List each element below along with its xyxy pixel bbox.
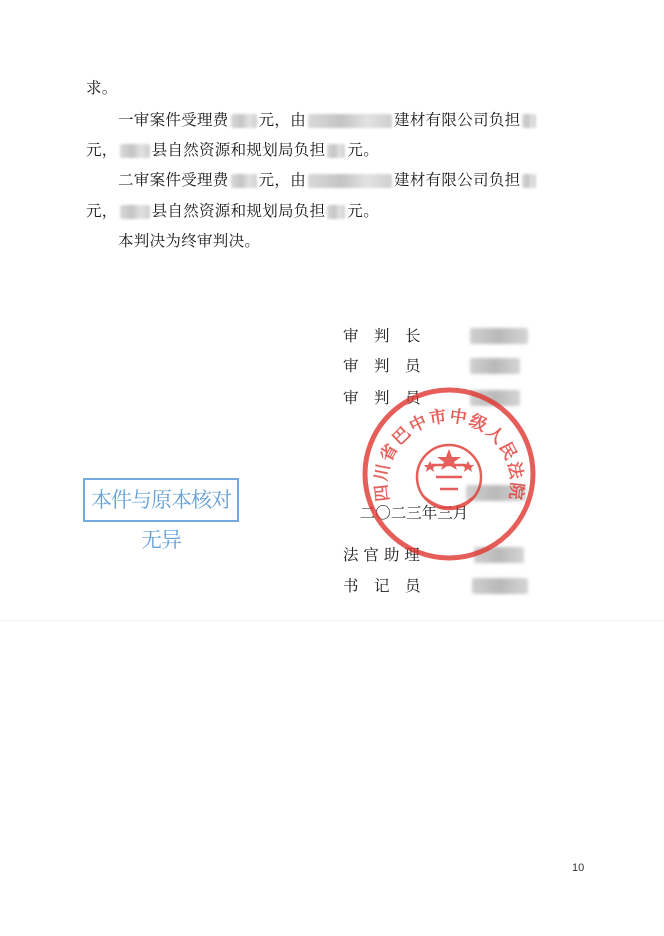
- body-line-2: [118, 110, 538, 130]
- assistant-label: 法 官 助 理: [343, 546, 420, 564]
- copy-certification-stamp: 本件与原本核对无异: [83, 478, 239, 522]
- redacted-amount: [231, 174, 257, 188]
- redacted-amount: [522, 114, 536, 128]
- text-segment: 元，: [86, 202, 118, 220]
- redacted-county: [120, 205, 150, 219]
- redacted-name: [470, 358, 520, 374]
- text-segment: 元，: [86, 141, 118, 159]
- text-segment: 建材有限公司负担: [394, 111, 521, 129]
- redacted-company: [308, 114, 392, 128]
- text-segment: 本判决为终审判决。: [118, 232, 261, 250]
- text-segment: 元，由: [258, 171, 307, 189]
- text-segment: 建材有限公司负担: [394, 171, 521, 189]
- redacted-amount: [522, 174, 536, 188]
- body-line-5: [86, 201, 379, 221]
- redacted-county: [120, 144, 150, 158]
- text-segment: 元，由: [258, 111, 307, 129]
- svg-text:四川省巴中市中级人民法院: 四川省巴中市中级人民法院: [371, 406, 527, 503]
- text-segment: 县自然资源和规划局负担: [151, 141, 326, 159]
- chief-judge-label: 审 判 长: [343, 327, 421, 345]
- court-seal: [360, 385, 538, 563]
- clerk-label: 书 记 员: [343, 577, 421, 595]
- judge-label-2: 审 判 员: [343, 389, 421, 407]
- text-segment: 元。: [347, 141, 380, 159]
- text-segment: 求。: [86, 79, 118, 97]
- text-segment: 一审案件受理费: [118, 111, 229, 129]
- redacted-name: [470, 328, 528, 344]
- page-number: 10: [572, 862, 585, 874]
- text-segment: 县自然资源和规划局负担: [151, 202, 326, 220]
- body-line-6: [118, 231, 260, 251]
- judge-label-1: 审 判 员: [343, 357, 421, 375]
- date-text: 二〇二三年三月: [359, 504, 469, 522]
- redacted-company: [308, 174, 392, 188]
- redacted-name: [472, 578, 528, 594]
- scan-artifact-line: [0, 620, 664, 621]
- text-segment: 元。: [347, 202, 380, 220]
- body-line-4: [118, 170, 538, 190]
- redacted-amount: [327, 144, 345, 158]
- text-segment: 二审案件受理费: [118, 171, 229, 189]
- body-line-1: [86, 78, 118, 98]
- redacted-amount: [231, 114, 257, 128]
- body-line-3: [86, 140, 379, 160]
- redacted-amount: [327, 205, 345, 219]
